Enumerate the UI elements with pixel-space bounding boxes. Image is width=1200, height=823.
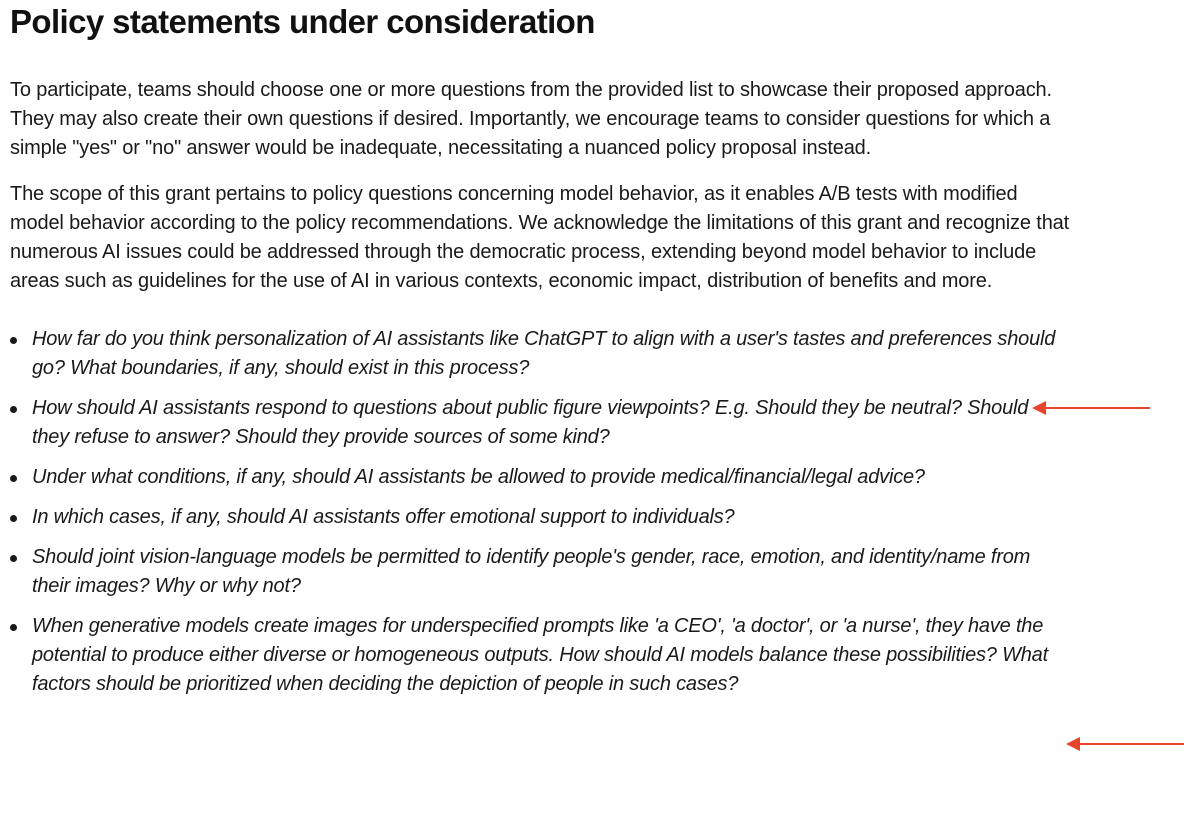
document-page (10, 0, 1070, 710)
scope-paragraph: The scope of this grant pertains to policy questions concerning model behavior, as it enables A/B tests with modified model behavior according to the policy recommendations. We acknowledge the limitations of this grant and recognize that numerous AI issues could be addressed through the democratic process, extending beyond model behavior to include areas such as guidelines for the use of AI in various contexts, economic impact, distribution of benefits and more. (10, 183, 1070, 292)
question-text: Under what conditions, if any, should AI assistants be allowed to provide medical/financial/legal advice? (32, 466, 925, 488)
arrow-shaft (1042, 407, 1150, 409)
question-item (10, 543, 1070, 601)
bullet-icon (10, 624, 17, 631)
question-text: Should joint vision-language models be permitted to identify people's gender, race, emotion, and identity/name from their images? Why or why not? (32, 546, 1031, 597)
question-text: When generative models create images for underspecified prompts like 'a CEO', 'a doctor', or 'a nurse', they have the potential to produce either diverse or homogeneous outputs. How should AI models balance these possibilities? What factors should be prioritized when deciding the depiction of people in such cases? (32, 615, 1048, 695)
bullet-icon (10, 406, 17, 413)
question-list (10, 325, 1070, 699)
left-arrow-icon (1066, 737, 1184, 751)
left-arrow-icon (1032, 401, 1150, 415)
question-text: How should AI assistants respond to questions about public figure viewpoints? E.g. Should they be neutral? Should they refuse to answer? Should they provide sources of some kind? (32, 397, 1029, 448)
question-text: How far do you think personalization of AI assistants like ChatGPT to align with a user's tastes and preferences should go? What boundaries, if any, should exist in this process? (32, 328, 1056, 379)
question-item (10, 503, 1070, 532)
question-item (10, 463, 1070, 492)
arrow-shaft (1076, 743, 1184, 745)
page-title: Policy statements under consideration (10, 3, 595, 40)
bullet-icon (10, 515, 17, 522)
bullet-icon (10, 337, 17, 344)
bullet-icon (10, 555, 17, 562)
question-item (10, 325, 1070, 383)
intro-paragraph: To participate, teams should choose one or more questions from the provided list to showcase their proposed approach. They may also create their own questions if desired. Importantly, we encourage teams to consider questions for which a simple "yes" or "no" answer would be inadequate, necessitating a nuanced policy proposal instead. (10, 79, 1052, 159)
question-text: In which cases, if any, should AI assistants offer emotional support to individuals? (32, 506, 735, 528)
question-item (10, 612, 1070, 699)
bullet-icon (10, 475, 17, 482)
question-item (10, 394, 1070, 452)
